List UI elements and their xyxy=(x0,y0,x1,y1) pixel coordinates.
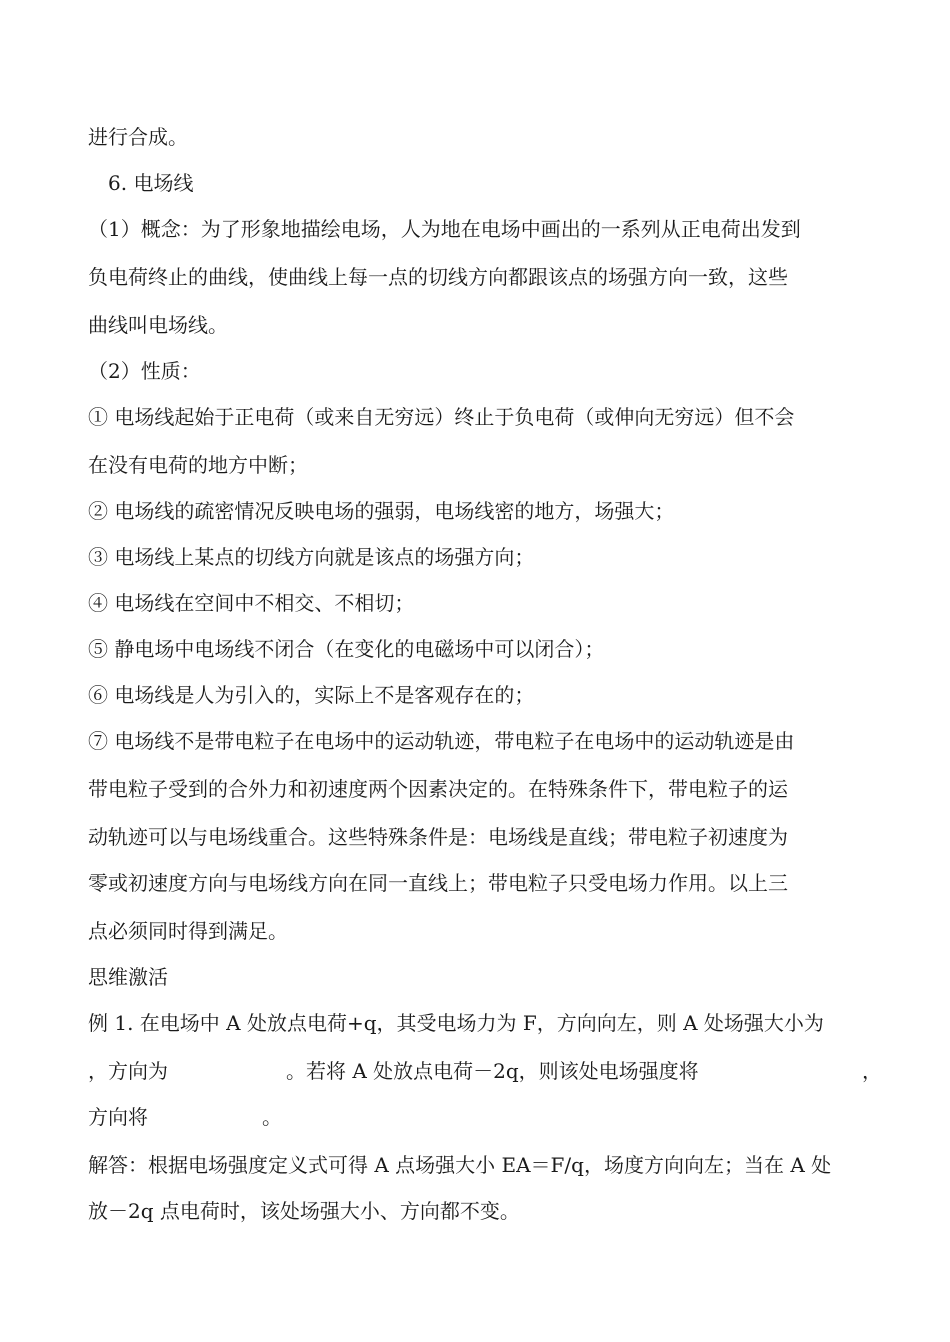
example-text: 例 1. 在电场中 A 处放点电荷+q，其受电场力为 F，方向向左，则 A 处场强大小为 xyxy=(88,1011,824,1035)
text-line: ⑤ 静电场中电场线不闭合（在变化的电磁场中可以闭合）； xyxy=(88,637,605,661)
example-text: 。 xyxy=(262,1105,282,1129)
text-line: （2）性质： xyxy=(88,359,201,383)
answer-text: 放－2q 点电荷时，该处场强大小、方向都不变。 xyxy=(88,1199,520,1223)
section-heading: 思维激活 xyxy=(88,965,168,989)
text-line: 带电粒子受到的合外力和初速度两个因素决定的。在特殊条件下，带电粒子的运 xyxy=(88,777,788,801)
text-line: 零或初速度方向与电场线方向在同一直线上；带电粒子只受电场力作用。以上三 xyxy=(88,871,788,895)
text-line: 动轨迹可以与电场线重合。这些特殊条件是：电场线是直线；带电粒子初速度为 xyxy=(88,825,788,849)
text-line: ③ 电场线上某点的切线方向就是该点的场强方向； xyxy=(88,545,535,569)
text-line: ④ 电场线在空间中不相交、不相切； xyxy=(88,591,415,615)
example-text: ，方向为 xyxy=(88,1059,168,1083)
example-text: 。若将 A 处放点电荷－2q，则该处电场强度将 xyxy=(286,1059,699,1083)
text-line: 曲线叫电场线。 xyxy=(88,313,228,337)
section-heading: 6. 电场线 xyxy=(108,171,194,195)
text-line: ⑦ 电场线不是带电粒子在电场中的运动轨迹，带电粒子在电场中的运动轨迹是由 xyxy=(88,729,795,753)
text-line: 负电荷终止的曲线，使曲线上每一点的切线方向都跟该点的场强方向一致，这些 xyxy=(88,265,788,289)
answer-text: 解答：根据电场强度定义式可得 A 点场强大小 EA＝F/q，场度方向向左；当在 A 处 xyxy=(88,1153,832,1177)
text-line: 进行合成。 xyxy=(88,125,188,149)
text-line: ⑥ 电场线是人为引入的，实际上不是客观存在的； xyxy=(88,683,535,707)
text-line: ① 电场线起始于正电荷（或来自无穷远）终止于负电荷（或伸向无穷远）但不会 xyxy=(88,405,795,429)
example-text: ， xyxy=(862,1059,882,1083)
text-line: 点必须同时得到满足。 xyxy=(88,919,288,943)
text-line: （1）概念：为了形象地描绘电场，人为地在电场中画出的一系列从正电荷出发到 xyxy=(88,217,801,241)
example-text: 方向将 xyxy=(88,1105,148,1129)
text-line: 在没有电荷的地方中断； xyxy=(88,453,308,477)
text-line: ② 电场线的疏密情况反映电场的强弱，电场线密的地方，场强大； xyxy=(88,499,675,523)
